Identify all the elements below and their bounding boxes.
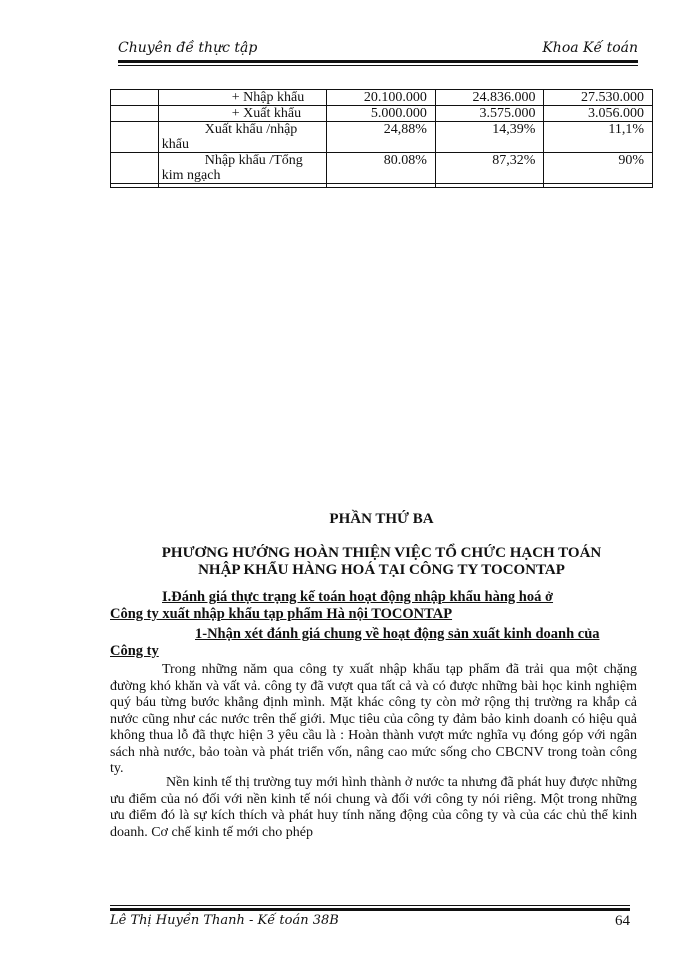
row-label-line: + Nhập khẩu: [231, 90, 305, 105]
import-export-table: [110, 89, 653, 188]
chapter-title-line-2: NHẬP KHẨU HÀNG HOÁ TẠI CÔNG TY TOCONTAP: [198, 562, 565, 578]
row-label: [158, 122, 327, 153]
body-paragraph-1: Trong những năm qua công ty xuất nhập khẩu tạp phẩm đã trải qua một chặng đường khó khăn và vất vả. công ty đã vượt qua tất cả và có được những bài học kinh nghiệm quý báu từng bước khẳng định mình. Mặt khác công ty còn mở rộng thị trường ra khắp cả nước cũng như các nước trên thế giới. Mục tiêu của công ty đảm bảo kinh doanh có hiệu quả không thua lỗ đã thực hiện 3 yêu cầu là : Hoàn thành vượt mức nghĩa vụ đóng góp với ngân sách nhà nước, bảo toàn và phát triển vốn, nâng cao mức sống cho CBCNV trong toàn công ty.: [110, 662, 637, 776]
empty-cell: [327, 184, 436, 188]
value-cell: 20.100.000: [327, 90, 436, 106]
table-stub-cell: [111, 153, 159, 184]
row-label: [158, 90, 327, 106]
value-cell: 90%: [544, 153, 653, 184]
table-row: [111, 106, 653, 122]
header-rule-thin: [118, 65, 638, 66]
footer-rule: [110, 908, 630, 911]
header-right-text: Khoa Kế toán: [542, 40, 638, 56]
row-label-line: Nhập khẩu /Tổng: [204, 153, 303, 168]
chapter-title-line-1: PHƯƠNG HƯỚNG HOÀN THIỆN VIỆC TỔ CHỨC HẠCH TOÁN: [161, 545, 602, 561]
footer-rule-thin: [110, 905, 630, 906]
page-footer: [110, 905, 630, 927]
row-label: [158, 106, 327, 122]
page-header: [118, 40, 638, 62]
value-cell: 14,39%: [435, 122, 544, 153]
part-title: PHẦN THỨ BA: [329, 511, 434, 527]
chapter-title: [110, 545, 653, 579]
body-paragraph-2: Nền kinh tế thị trường tuy mới hình thành ở nước ta nhưng đã phát huy được những ưu điểm của nó đối với nền kinh tế nói chung và đối với công ty nói riêng. Một trong những ưu điểm đó là sự kích thích và phát huy tính năng động của công ty và của các chủ thể kinh doanh. Cơ chế kinh tế mới cho phép: [110, 775, 637, 840]
table-empty-row: [111, 184, 653, 188]
value-cell: 24,88%: [327, 122, 436, 153]
row-label-line: kim ngạch: [161, 168, 221, 183]
table-row: [111, 153, 653, 184]
value-cell: 24.836.000: [435, 90, 544, 106]
page-number: 64: [615, 913, 630, 929]
section-heading-1: [110, 589, 637, 623]
section-heading-1-line-1: I.Đánh giá thực trạng kế toán hoạt động nhập khẩu hàng hoá ở: [162, 589, 554, 605]
table-stub-cell: [111, 106, 159, 122]
subsection-heading-1: [110, 626, 637, 660]
empty-cell: [111, 184, 159, 188]
row-label-line: Xuất khẩu /nhập: [204, 122, 298, 137]
row-label: [158, 153, 327, 184]
row-label-line: + Xuất khẩu: [231, 106, 302, 121]
value-cell: 80.08%: [327, 153, 436, 184]
table-stub-cell: [111, 122, 159, 153]
empty-cell: [544, 184, 653, 188]
value-cell: 3.575.000: [435, 106, 544, 122]
value-cell: 3.056.000: [544, 106, 653, 122]
subsection-heading-1-line-1: 1-Nhận xét đánh giá chung về hoạt động sản xuất kinh doanh của: [195, 626, 600, 642]
empty-cell: [435, 184, 544, 188]
value-cell: 87,32%: [435, 153, 544, 184]
empty-cell: [158, 184, 327, 188]
value-cell: 27.530.000: [544, 90, 653, 106]
table-row: [111, 90, 653, 106]
row-label-line: khẩu: [161, 137, 189, 152]
value-cell: 5.000.000: [327, 106, 436, 122]
table-stub-cell: [111, 90, 159, 106]
header-rule: [118, 60, 638, 63]
header-left-text: Chuyên đề thực tập: [118, 40, 258, 56]
value-cell: 11,1%: [544, 122, 653, 153]
subsection-heading-1-line-2: Công ty: [110, 643, 159, 659]
section-heading-1-line-2: Công ty xuất nhập khẩu tạp phẩm Hà nội TOCONTAP: [110, 606, 453, 622]
footer-author: Lê Thị Huyền Thanh - Kế toán 38B: [110, 913, 339, 928]
table-row: [111, 122, 653, 153]
